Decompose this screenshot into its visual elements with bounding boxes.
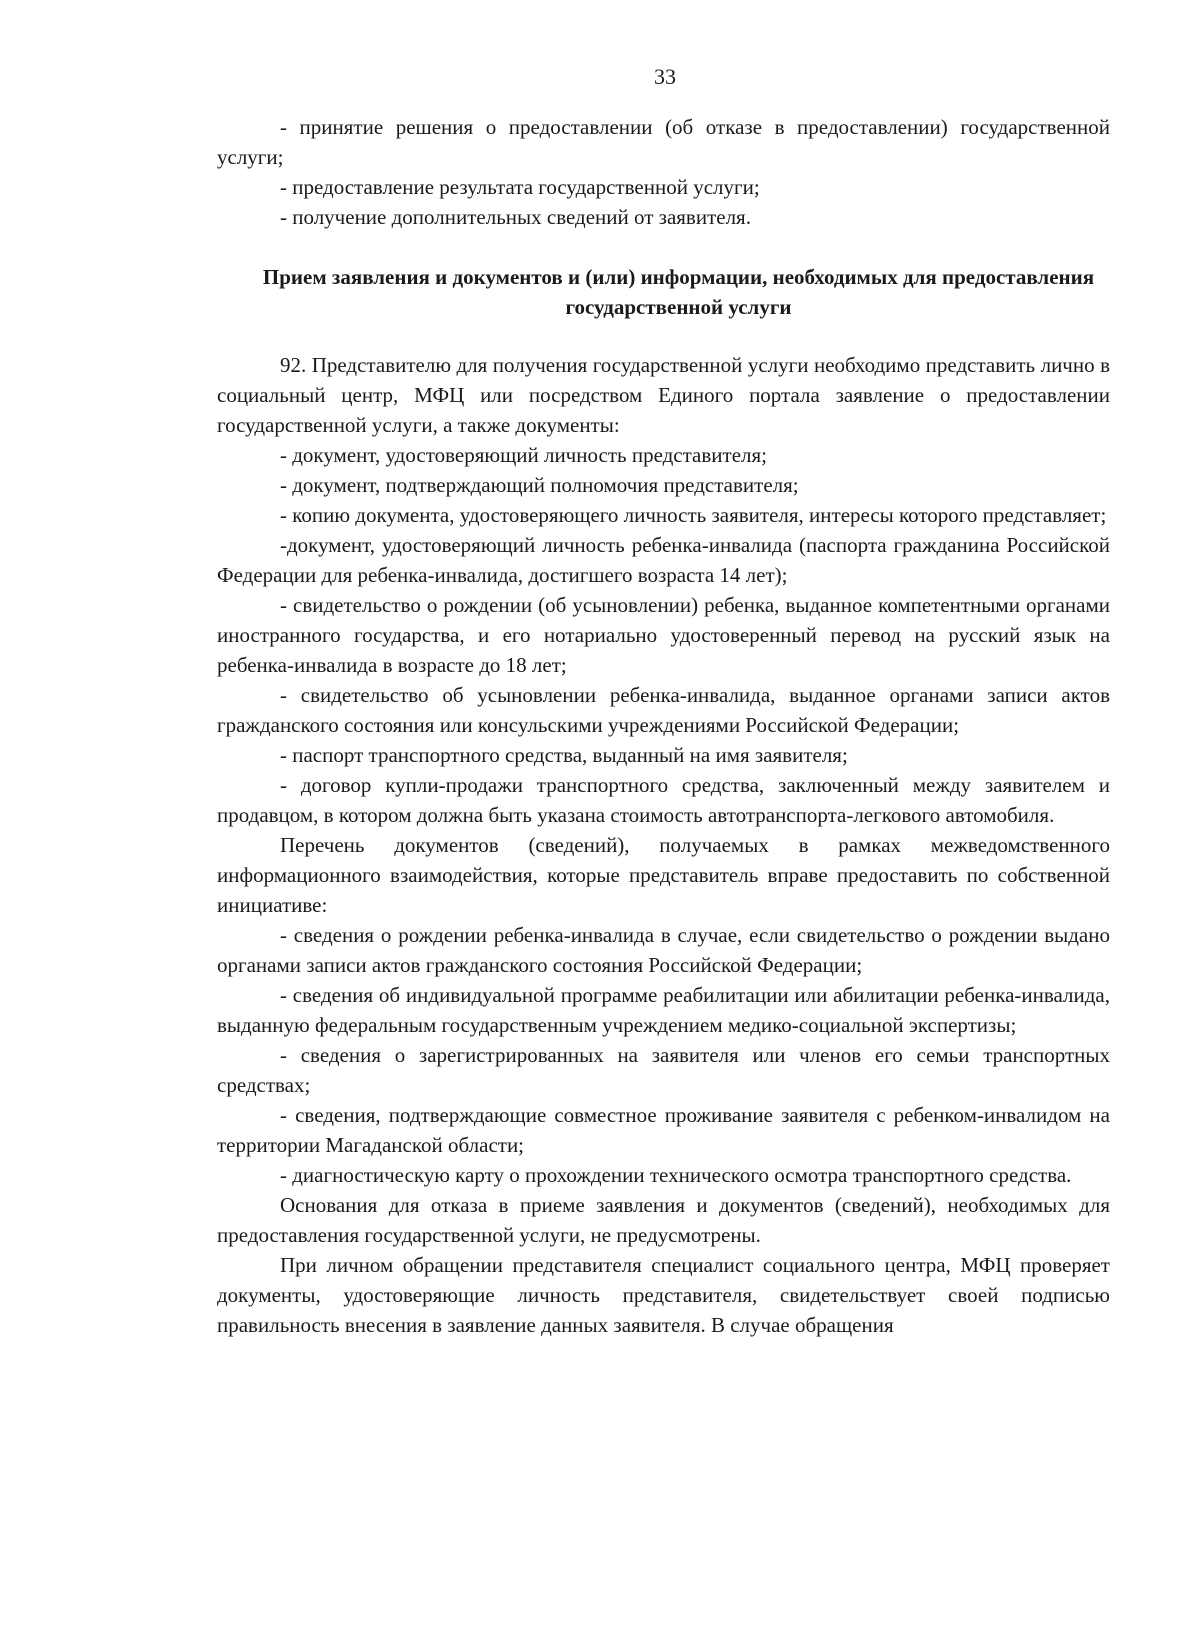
document-item-adoption-certificate: - свидетельство об усыновлении ребенка-инвалида, выданное органами записи актов гражданского состояния или консульскими учреждениями Российской Федерации; bbox=[217, 683, 1110, 737]
document-item-birth-certificate: - свидетельство о рождении (об усыновлении) ребенка, выданное компетентными органами иностранного государства, и его нотариально удостоверенный перевод на русский язык на ребенка-инвалида в возрасте до 18 лет; bbox=[217, 593, 1110, 677]
document-item-representative-authority: - документ, подтверждающий полномочия представителя; bbox=[280, 473, 799, 497]
document-item-applicant-id-copy: - копию документа, удостоверяющего личность заявителя, интересы которого представляет; bbox=[280, 503, 1107, 527]
interagency-item-diagnostic-card: - диагностическую карту о прохождении технического осмотра транспортного средства. bbox=[280, 1163, 1072, 1187]
interagency-intro: Перечень документов (сведений), получаемых в рамках межведомственного информационного взаимодействия, которые представитель вправе предоставить по собственной инициативе: bbox=[217, 833, 1110, 917]
interagency-item-registered-vehicles: - сведения о зарегистрированных на заявителя или членов его семьи транспортных средствах; bbox=[217, 1043, 1110, 1097]
interagency-item-birth-info: - сведения о рождении ребенка-инвалида в случае, если свидетельство о рождении выдано органами записи актов гражданского состояния Российской Федерации; bbox=[217, 923, 1110, 977]
personal-visit-paragraph: При личном обращении представителя специалист социального центра, МФЦ проверяет документы, удостоверяющие личность представителя, свидетельствует своей подписью правильность внесения в заявление данных заявителя. В случае обращения bbox=[217, 1253, 1110, 1337]
refusal-grounds-paragraph: Основания для отказа в приеме заявления и документов (сведений), необходимых для предоставления государственной услуги, не предусмотрены. bbox=[217, 1193, 1110, 1247]
document-item-vehicle-passport: - паспорт транспортного средства, выданный на имя заявителя; bbox=[280, 743, 848, 767]
intro-item-result: - предоставление результата государственной услуги; bbox=[280, 175, 760, 199]
section-heading: Прием заявления и документов и (или) информации, необходимых для предоставления государственной услуги bbox=[262, 265, 1095, 319]
interagency-item-rehabilitation-program: - сведения об индивидуальной программе реабилитации или абилитации ребенка-инвалида, выданную федеральным государственным учреждением медико-социальной экспертизы; bbox=[217, 983, 1110, 1037]
document-body bbox=[217, 112, 1110, 1340]
page-number: 33 bbox=[654, 64, 676, 89]
paragraph-92: 92. Представителю для получения государственной услуги необходимо представить лично в социальный центр, МФЦ или посредством Единого портала заявление о предоставлении государственной услуги, а также документы: bbox=[217, 353, 1110, 437]
document-item-representative-id: - документ, удостоверяющий личность представителя; bbox=[280, 443, 767, 467]
interagency-item-cohabitation: - сведения, подтверждающие совместное проживание заявителя с ребенком-инвалидом на территории Магаданской области; bbox=[217, 1103, 1110, 1157]
intro-item-additional-info: - получение дополнительных сведений от заявителя. bbox=[280, 205, 751, 229]
document-item-purchase-contract: - договор купли-продажи транспортного средства, заключенный между заявителем и продавцом, в котором должна быть указана стоимость автотранспорта-легкового автомобиля. bbox=[217, 773, 1110, 827]
document-item-child-id: -документ, удостоверяющий личность ребенка-инвалида (паспорта гражданина Российской Федерации для ребенка-инвалида, достигшего возраста 14 лет); bbox=[217, 533, 1110, 587]
intro-item-decision: - принятие решения о предоставлении (об отказе в предоставлении) государственной услуги; bbox=[217, 115, 1110, 169]
